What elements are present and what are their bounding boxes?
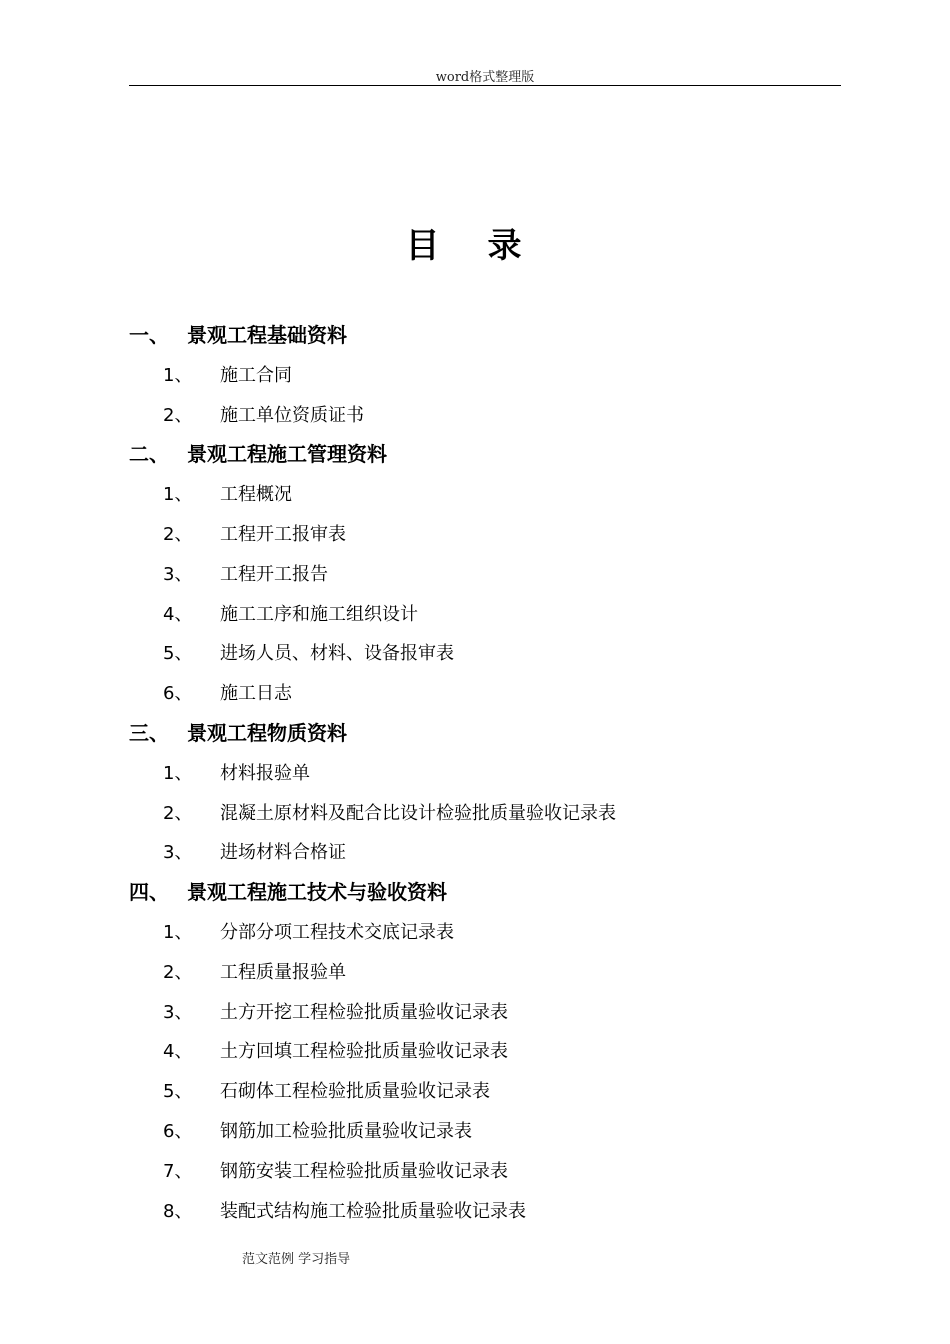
item-number: 1、 bbox=[163, 921, 193, 943]
item-label: 土方开挖工程检验批质量验收记录表 bbox=[220, 1001, 508, 1023]
item-label: 工程质量报验单 bbox=[220, 961, 346, 983]
item-label: 施工日志 bbox=[220, 683, 292, 705]
toc-section-heading bbox=[129, 435, 841, 475]
item-label: 施工单位资质证书 bbox=[220, 404, 364, 426]
toc-item bbox=[129, 555, 841, 595]
section-label: 景观工程基础资料 bbox=[187, 323, 347, 347]
item-label: 石砌体工程检验批质量验收记录表 bbox=[220, 1081, 490, 1103]
toc-item bbox=[129, 634, 841, 674]
item-label: 施工工序和施工组织设计 bbox=[220, 603, 418, 625]
item-label: 工程开工报审表 bbox=[220, 523, 346, 545]
item-label: 钢筋安装工程检验批质量验收记录表 bbox=[220, 1160, 508, 1182]
section-label: 景观工程施工技术与验收资料 bbox=[187, 880, 447, 905]
toc-item bbox=[129, 833, 841, 873]
item-number: 1、 bbox=[163, 484, 193, 506]
item-label: 进场材料合格证 bbox=[220, 842, 346, 864]
section-number: 三、 bbox=[129, 720, 169, 745]
toc-item bbox=[129, 515, 841, 555]
item-number: 7、 bbox=[163, 1160, 193, 1182]
toc-item bbox=[129, 993, 841, 1033]
item-label: 分部分项工程技术交底记录表 bbox=[220, 921, 454, 943]
toc-item bbox=[129, 595, 841, 635]
toc-item bbox=[129, 1152, 841, 1192]
item-label: 土方回填工程检验批质量验收记录表 bbox=[220, 1041, 508, 1063]
toc-item bbox=[129, 913, 841, 953]
item-number: 3、 bbox=[163, 1001, 193, 1023]
item-label: 装配式结构施工检验批质量验收记录表 bbox=[220, 1200, 526, 1222]
section-label: 景观工程施工管理资料 bbox=[187, 442, 387, 467]
table-of-contents bbox=[129, 316, 841, 1231]
item-number: 8、 bbox=[163, 1200, 193, 1222]
section-number: 一、 bbox=[129, 323, 169, 347]
toc-item bbox=[129, 356, 841, 396]
page-title: 目录 bbox=[405, 226, 570, 266]
item-number: 3、 bbox=[163, 563, 193, 585]
toc-section-heading bbox=[129, 714, 841, 754]
item-number: 2、 bbox=[163, 802, 193, 824]
header-divider bbox=[129, 85, 841, 86]
item-number: 4、 bbox=[163, 603, 193, 625]
item-label: 材料报验单 bbox=[220, 762, 310, 784]
page-footer: 范文范例 学习指导 bbox=[242, 1252, 351, 1267]
item-number: 5、 bbox=[163, 1081, 193, 1103]
item-number: 2、 bbox=[163, 404, 193, 426]
page-header: word格式整理版 bbox=[435, 70, 535, 85]
item-number: 2、 bbox=[163, 961, 193, 983]
item-label: 混凝土原材料及配合比设计检验批质量验收记录表 bbox=[220, 802, 616, 824]
item-label: 工程概况 bbox=[220, 484, 292, 506]
item-number: 6、 bbox=[163, 1120, 193, 1142]
toc-section-heading bbox=[129, 316, 841, 356]
section-number: 二、 bbox=[129, 442, 169, 467]
item-label: 施工合同 bbox=[220, 364, 292, 386]
item-number: 6、 bbox=[163, 683, 193, 705]
toc-item bbox=[129, 794, 841, 834]
item-number: 2、 bbox=[163, 523, 193, 545]
item-label: 进场人员、材料、设备报审表 bbox=[220, 643, 454, 665]
toc-item bbox=[129, 674, 841, 714]
item-number: 1、 bbox=[163, 364, 193, 386]
toc-item bbox=[129, 1032, 841, 1072]
toc-item bbox=[129, 953, 841, 993]
section-label: 景观工程物质资料 bbox=[187, 720, 347, 745]
toc-section-heading bbox=[129, 873, 841, 913]
toc-item bbox=[129, 754, 841, 794]
item-label: 工程开工报告 bbox=[220, 563, 328, 585]
section-number: 四、 bbox=[129, 880, 169, 905]
toc-item bbox=[129, 396, 841, 436]
toc-item bbox=[129, 475, 841, 515]
toc-item bbox=[129, 1072, 841, 1112]
toc-item bbox=[129, 1192, 841, 1232]
item-number: 4、 bbox=[163, 1041, 193, 1063]
item-number: 3、 bbox=[163, 842, 193, 864]
item-label: 钢筋加工检验批质量验收记录表 bbox=[220, 1120, 472, 1142]
item-number: 5、 bbox=[163, 643, 193, 665]
toc-item bbox=[129, 1112, 841, 1152]
item-number: 1、 bbox=[163, 762, 193, 784]
